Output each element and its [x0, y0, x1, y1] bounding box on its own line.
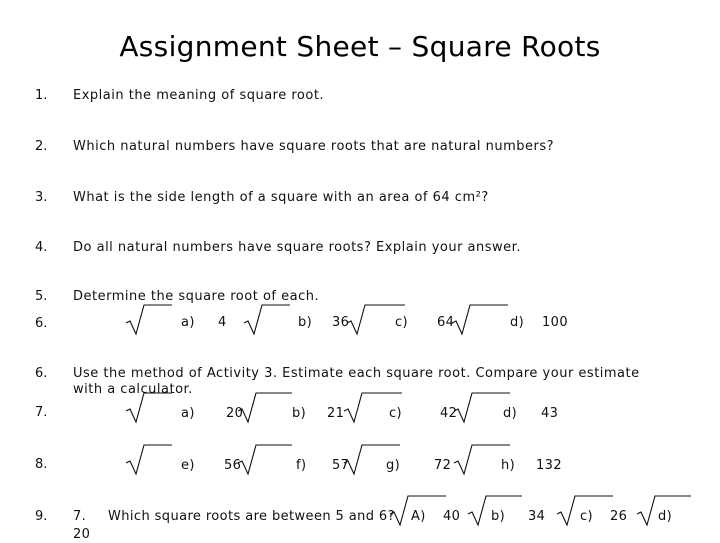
radical-sign: [450, 303, 512, 337]
row-7-number: 7.: [35, 405, 48, 420]
part-value: 100: [542, 315, 569, 330]
part-label: a): [181, 315, 195, 330]
part-label: b): [292, 406, 307, 421]
part-label: d): [658, 509, 673, 524]
radical-sign: [124, 443, 174, 477]
item-4-number: 4.: [35, 240, 48, 255]
row-9-sub-number: 7.: [73, 509, 87, 524]
part-label: c): [580, 509, 594, 524]
item-6b-number: 6.: [35, 366, 48, 381]
part-value: 34: [528, 509, 546, 524]
part-value: 4: [218, 315, 227, 330]
part-value: 72: [434, 458, 452, 473]
item-5-number: 5.: [35, 289, 48, 304]
part-label: A): [411, 509, 426, 524]
part-label: d): [503, 406, 518, 421]
item-4-text: Do all natural numbers have square roots? Explain your answer.: [73, 240, 521, 255]
row-6-number: 6.: [35, 316, 48, 331]
row-8-number: 8.: [35, 457, 48, 472]
row-9-sub-number-cont: 20: [73, 527, 91, 542]
part-label: f): [296, 458, 307, 473]
part-label: d): [510, 315, 525, 330]
item-2-text: Which natural numbers have square roots that are natural numbers?: [73, 139, 555, 154]
part-label: b): [491, 509, 506, 524]
part-label: c): [395, 315, 409, 330]
item-1-text: Explain the meaning of square root.: [73, 88, 325, 103]
radical-sign: [242, 303, 292, 337]
part-value: 40: [443, 509, 461, 524]
radical-sign: [124, 303, 174, 337]
part-value: 26: [610, 509, 628, 524]
radical-sign: [236, 391, 294, 425]
part-value: 36: [332, 315, 350, 330]
part-value: 43: [541, 406, 559, 421]
part-label: e): [181, 458, 195, 473]
item-6b-text: Use the method of Activity 3. Estimate each square root. Compare your estimate with a calculator.: [73, 366, 640, 397]
row-9-question: Which square roots are between 5 and 6?: [108, 509, 395, 524]
part-label: a): [181, 406, 195, 421]
part-value: 56: [224, 458, 242, 473]
part-label: c): [389, 406, 403, 421]
part-value: 21: [327, 406, 345, 421]
row-9-number: 9.: [35, 509, 48, 524]
part-label: h): [501, 458, 516, 473]
item-3-number: 3.: [35, 190, 48, 205]
part-value: 57: [332, 458, 350, 473]
part-label: g): [386, 458, 401, 473]
part-value: 20: [226, 406, 244, 421]
page-title: Assignment Sheet – Square Roots: [119, 30, 601, 63]
item-3-text: What is the side length of a square with an area of 64 cm²?: [73, 190, 489, 205]
item-1-number: 1.: [35, 88, 48, 103]
part-value: 42: [440, 406, 458, 421]
part-label: b): [298, 315, 313, 330]
part-value: 64: [437, 315, 455, 330]
part-value: 132: [536, 458, 563, 473]
item-2-number: 2.: [35, 139, 48, 154]
item-5-text: Determine the square root of each.: [73, 289, 320, 304]
radical-sign: [236, 443, 294, 477]
radical-sign: [124, 391, 174, 425]
